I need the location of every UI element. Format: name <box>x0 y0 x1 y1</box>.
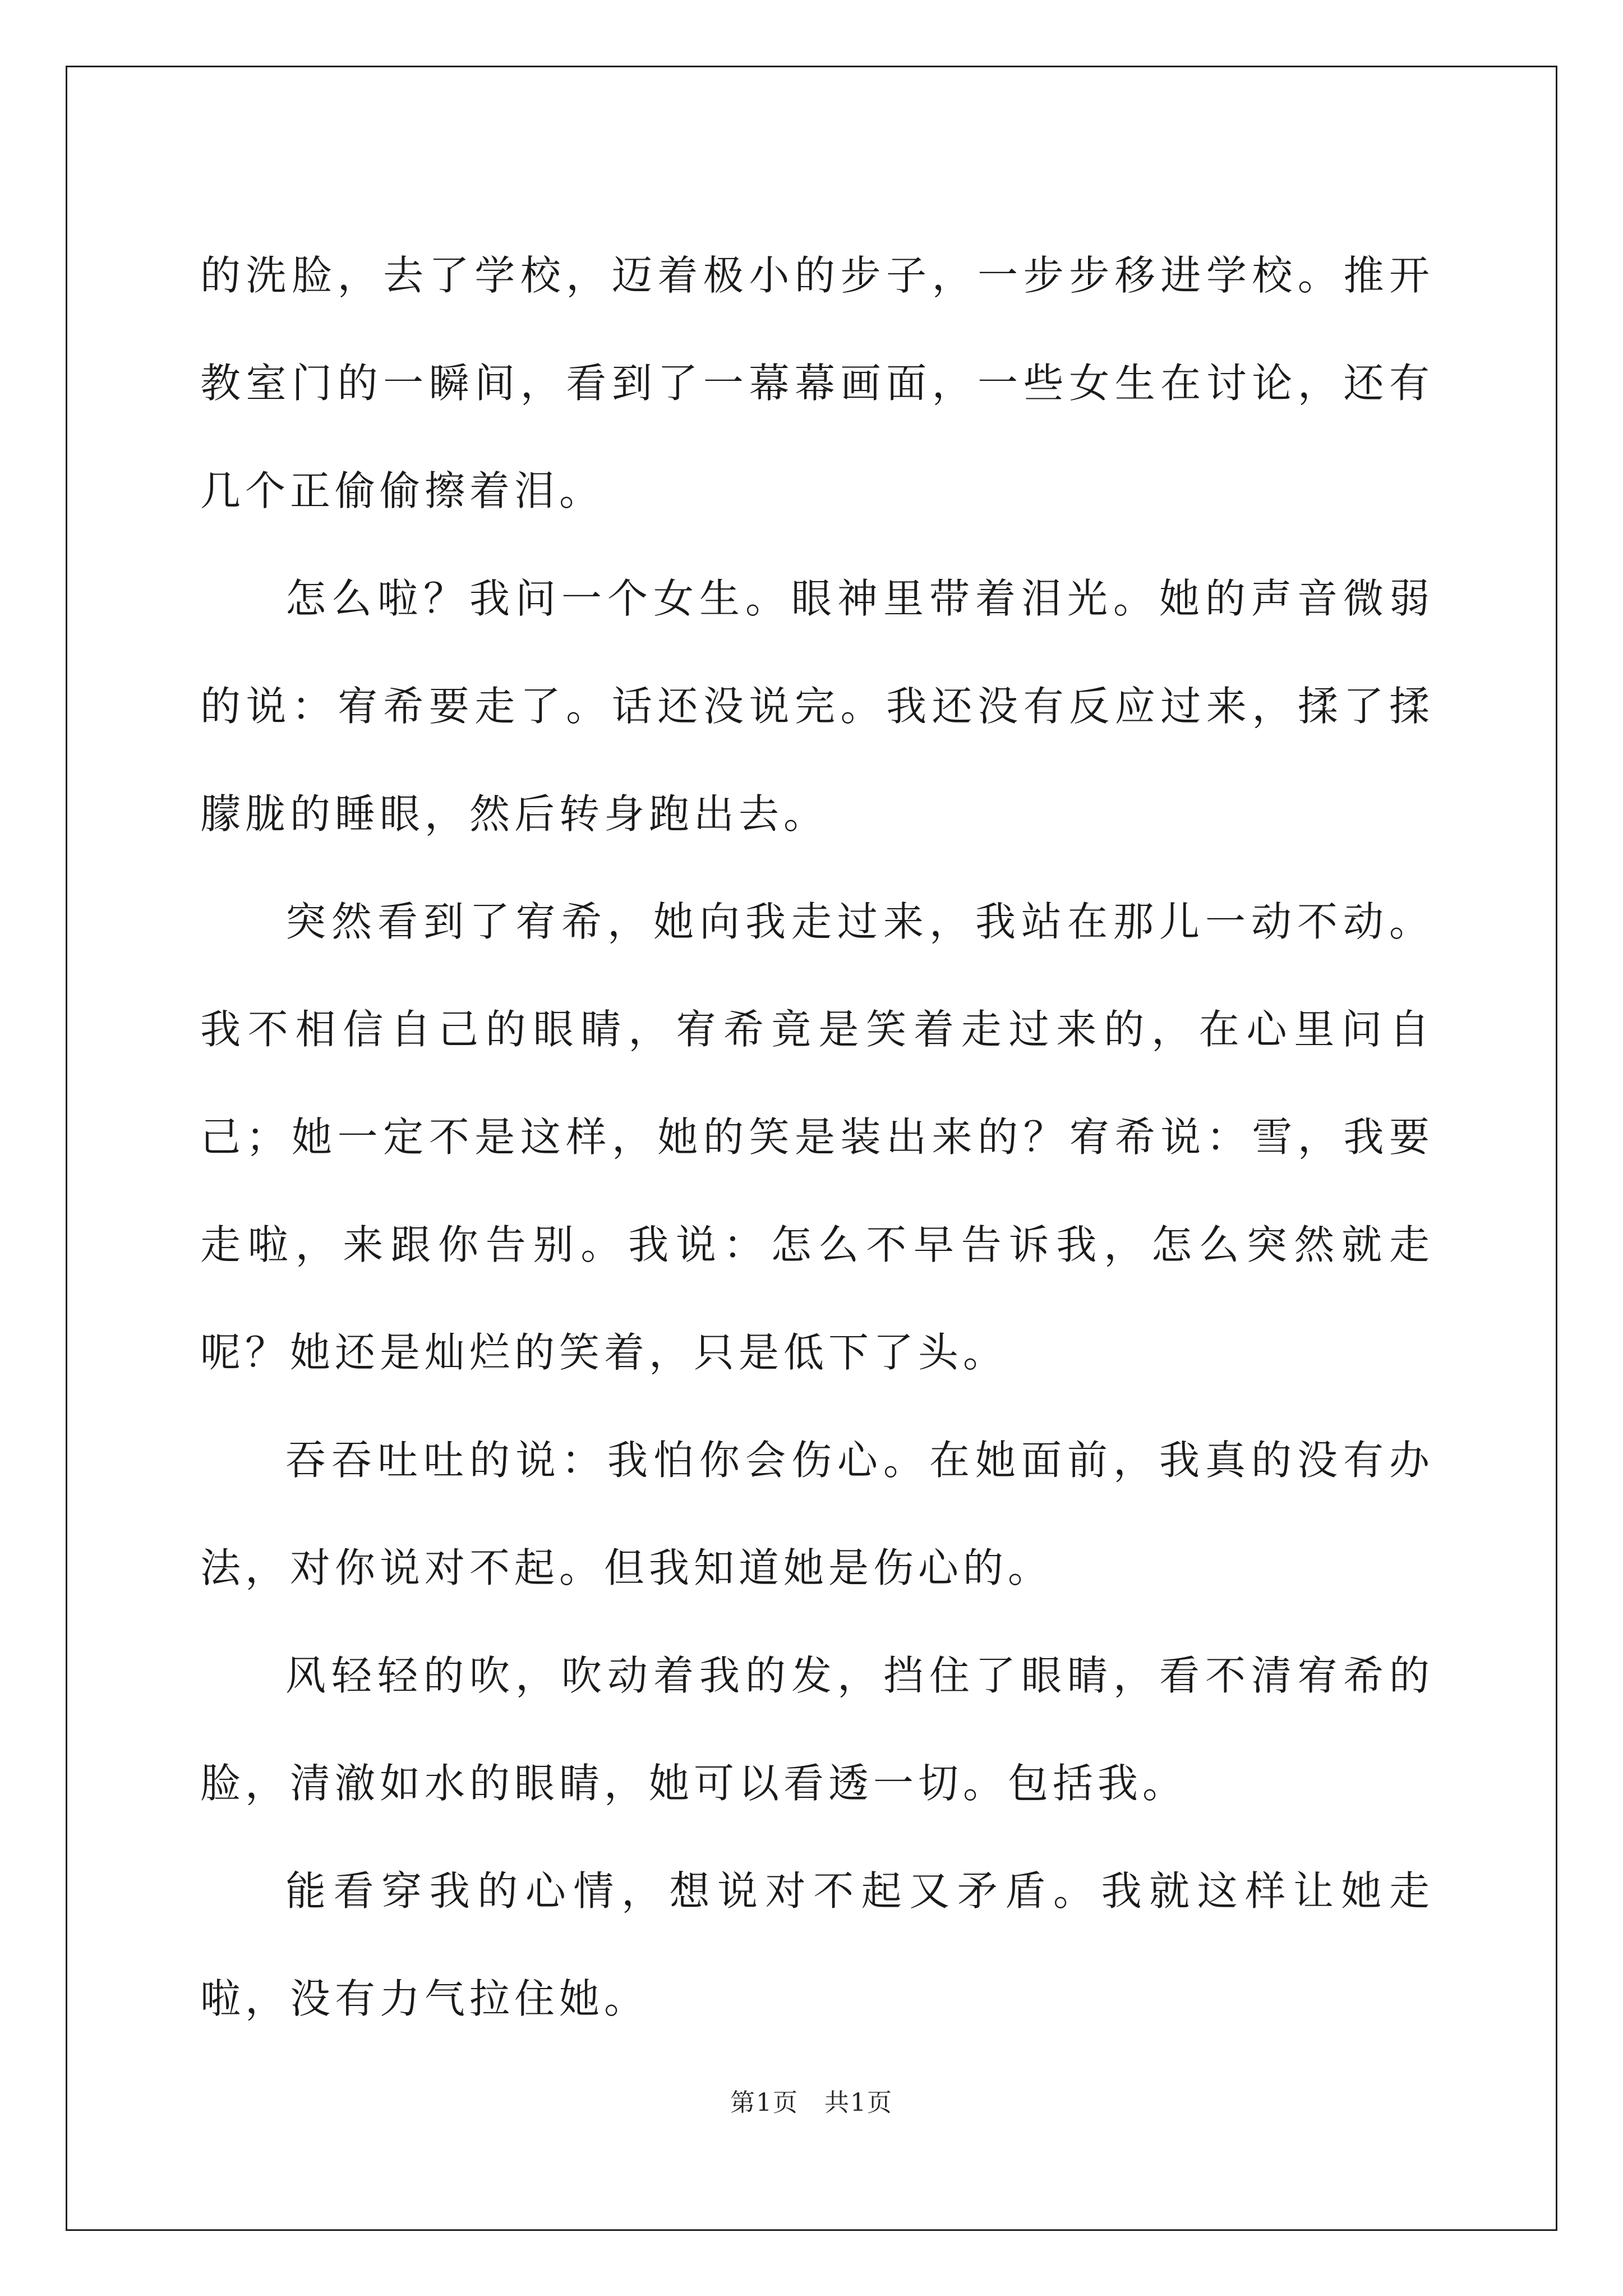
paragraph-5: 风轻轻的吹，吹动着我的发，挡住了眼睛，看不清宥希的脸，清澈如水的眼睛，她可以看透一切。包括我。 <box>200 1652 1434 1807</box>
paragraph-4: 吞吞吐吐的说：我怕你会伤心。在她面前，我真的没有办法，对你说对不起。但我知道她是伤心的。 <box>200 1437 1434 1591</box>
paragraph-6: 能看穿我的心情，想说对不起又矛盾。我就这样让她走啦，没有力气拉住她。 <box>200 1867 1434 2022</box>
page-footer <box>0 2082 1623 2118</box>
page-number: 第1页 <box>730 2088 799 2117</box>
paragraph-3: 突然看到了宥希，她向我走过来，我站在那儿一动不动。我不相信自己的眼睛，宥希竟是笑着走过来的，在心里问自己；她一定不是这样，她的笑是装出来的？宥希说：雪，我要走啦，来跟你告别。我说：怎么不早告诉我，怎么突然就走呢？她还是灿烂的笑着，只是低下了头。 <box>200 898 1434 1376</box>
paragraph-1: 的洗脸，去了学校，迈着极小的步子，一步步移进学校。推开教室门的一瞬间，看到了一幕幕画面，一些女生在讨论，还有几个正偷偷擦着泪。 <box>200 252 1434 514</box>
page-total: 共1页 <box>824 2088 893 2117</box>
document-body <box>200 222 1434 2053</box>
paragraph-2: 怎么啦？我问一个女生。眼神里带着泪光。她的声音微弱的说：宥希要走了。话还没说完。我还没有反应过来，揉了揉朦胧的睡眼，然后转身跑出去。 <box>200 575 1434 838</box>
